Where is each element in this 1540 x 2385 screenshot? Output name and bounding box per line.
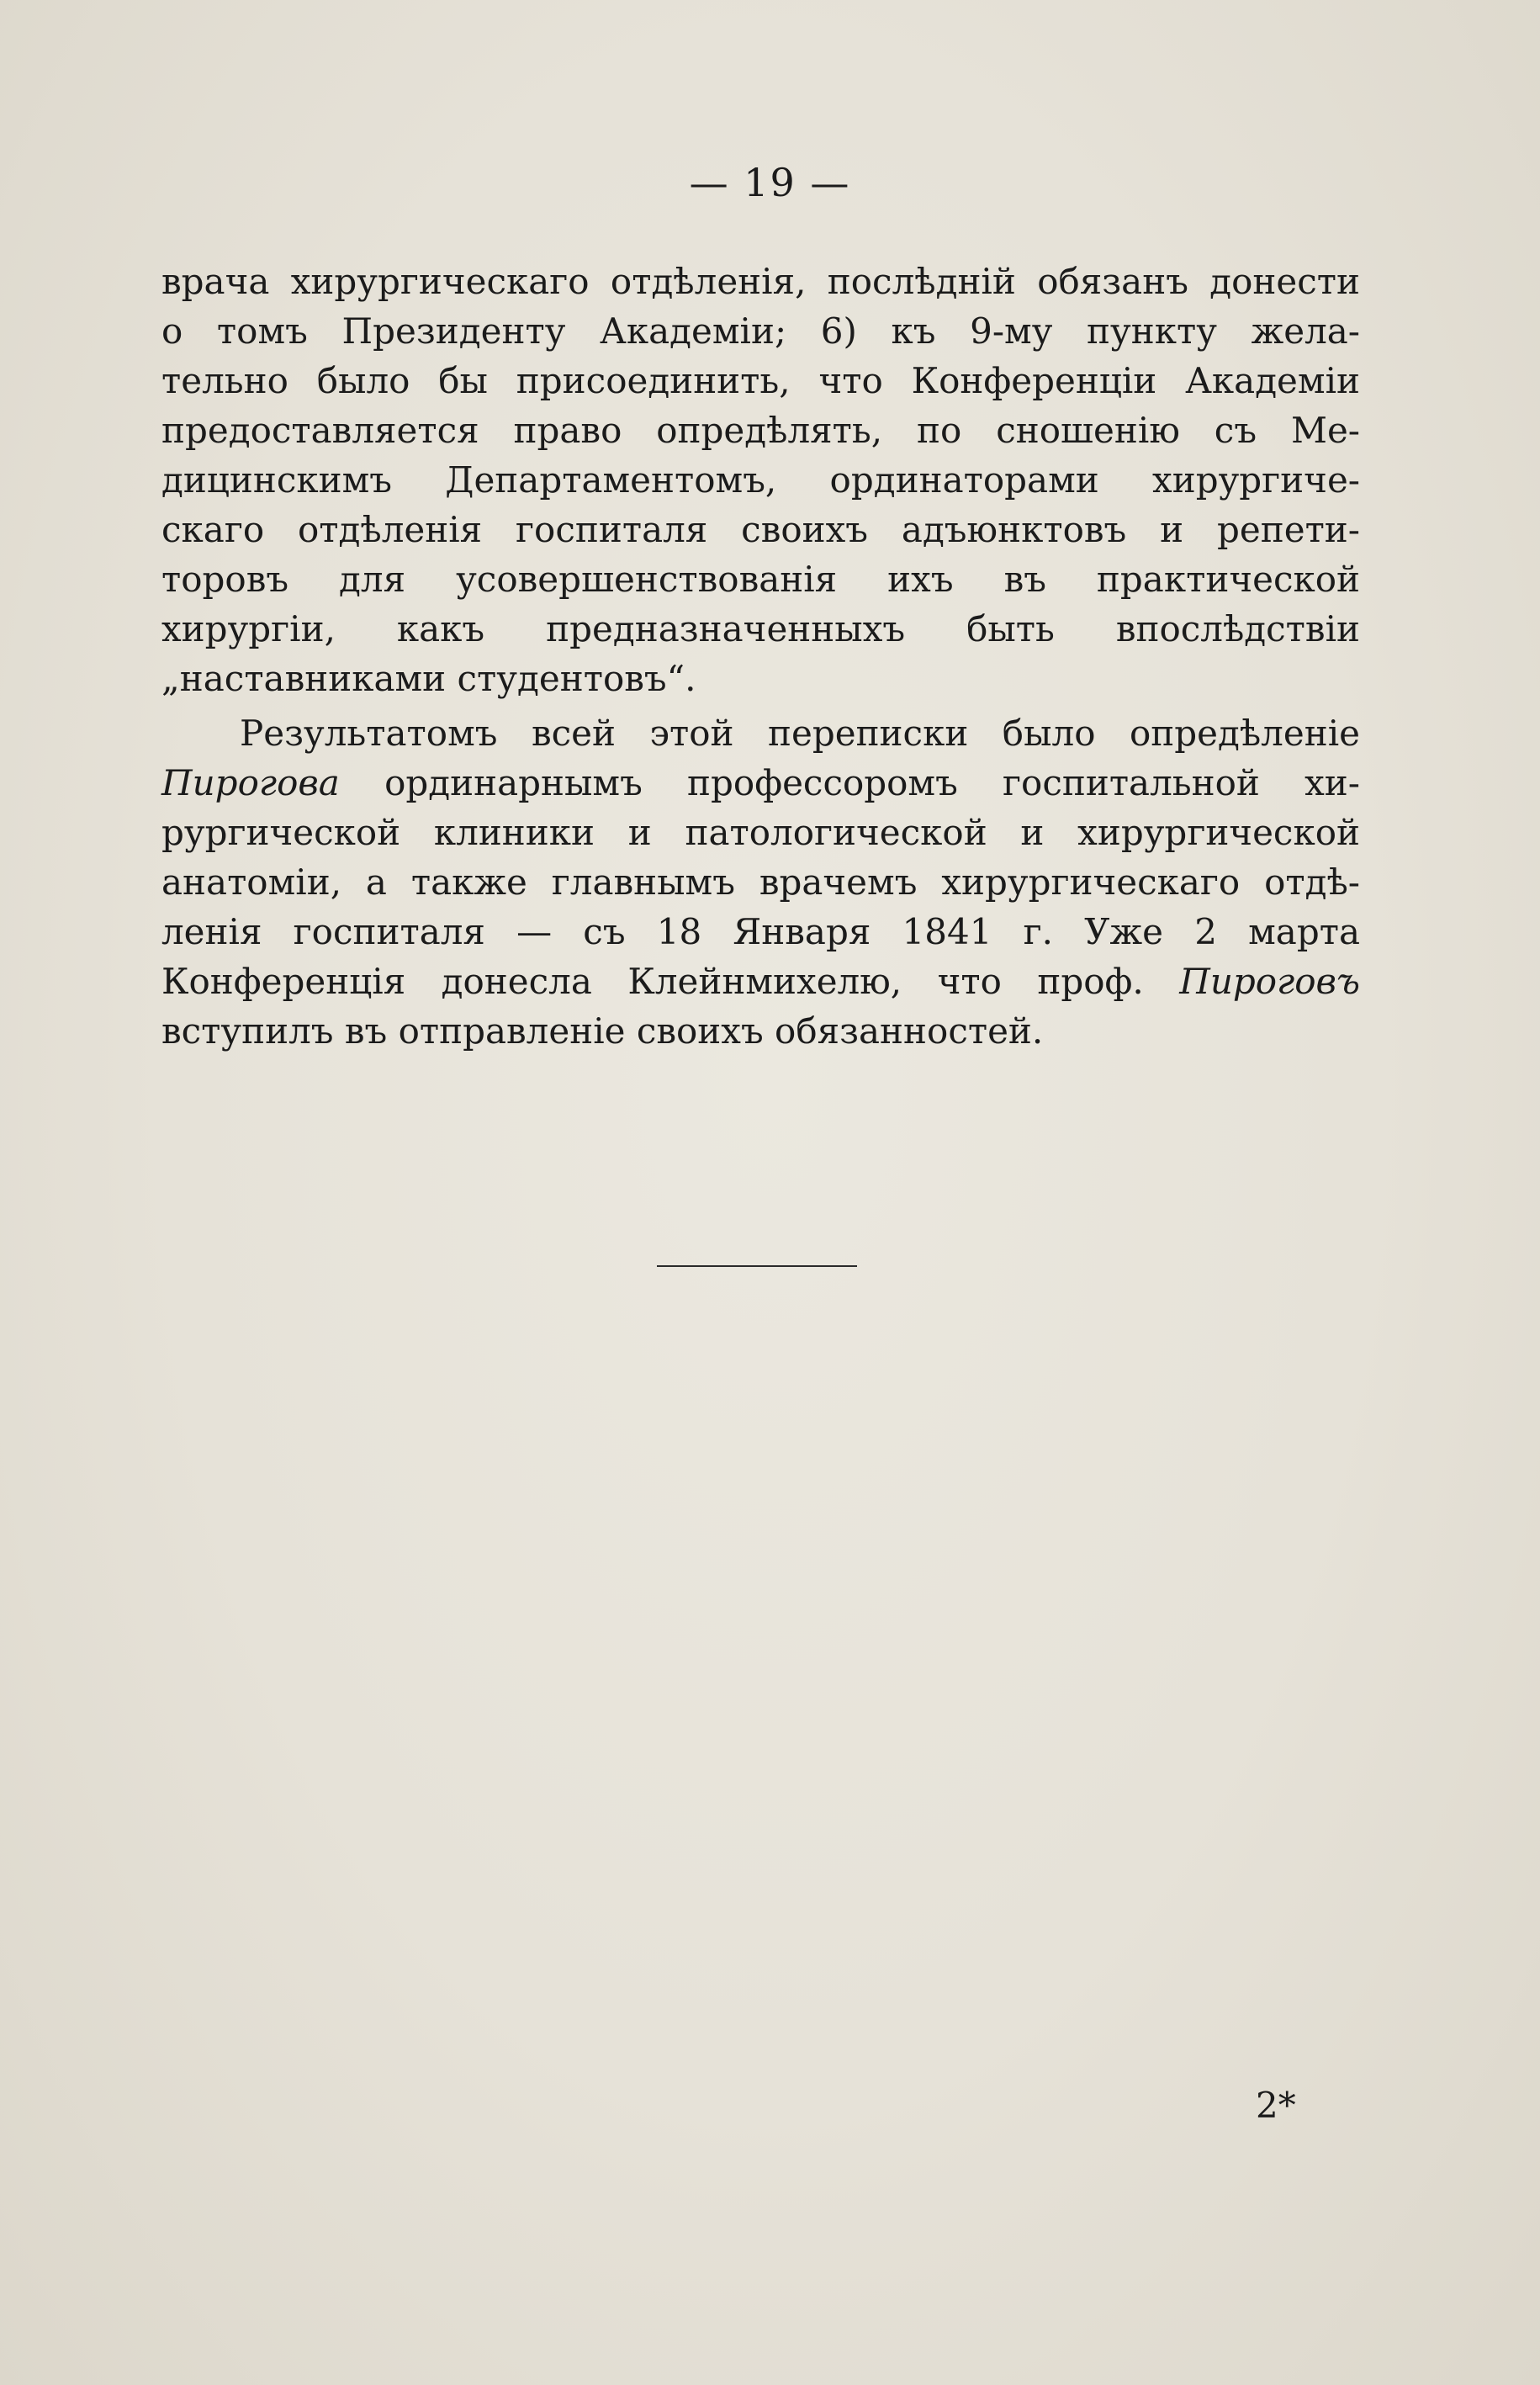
text-fragment: ординарнымъ профессоромъ госпитальной хи- bbox=[339, 762, 1360, 803]
text-line: врача хирургическаго отдѣленія, послѣдній обязанъ донести bbox=[161, 261, 1360, 302]
text-line: о томъ Президенту Академіи; 6) къ 9-му пункту жела- bbox=[161, 310, 1360, 352]
text-line: анатоміи, а также главнымъ врачемъ хирургическаго отдѣ- bbox=[161, 861, 1360, 903]
page-number: — 19 — bbox=[689, 160, 851, 205]
text-line: предоставляется право опредѣлять, по сношенію съ Ме- bbox=[161, 410, 1360, 451]
text-line: торовъ для усовершенствованія ихъ въ практической bbox=[161, 559, 1360, 600]
text-line: скаго отдѣленія госпиталя своихъ адъюнктовъ и репети- bbox=[161, 509, 1360, 550]
text-line: ленія госпиталя — съ 18 Января 1841 г. Уже 2 марта bbox=[161, 911, 1360, 952]
text-line: рургической клиники и патологической и хирургической bbox=[161, 812, 1360, 853]
text-line: „наставниками студентовъ“. bbox=[161, 658, 696, 699]
text-line: вступилъ въ отправленіе своихъ обязанностей. bbox=[161, 1010, 1044, 1052]
text-line bbox=[161, 957, 1360, 1006]
text-line: Результатомъ всей этой переписки было опредѣленіе bbox=[240, 713, 1360, 754]
printer-signature-mark: 2* bbox=[1256, 2085, 1296, 2126]
text-line: дицинскимъ Департаментомъ, ординаторами хирургиче- bbox=[161, 459, 1360, 501]
text-line bbox=[161, 758, 1360, 808]
author-name-italic: Пироговъ bbox=[1179, 961, 1360, 1002]
text-fragment: Конференція донесла Клейнмихелю, что проф. bbox=[161, 961, 1180, 1002]
body-text bbox=[161, 257, 1360, 1056]
author-name-italic: Пирогова bbox=[161, 762, 340, 803]
text-line: тельно было бы присоединить, что Конференціи Академіи bbox=[161, 360, 1360, 401]
section-end-rule bbox=[657, 1265, 857, 1267]
text-line: хирургіи, какъ предназначенныхъ быть впослѣдствіи bbox=[161, 608, 1360, 649]
